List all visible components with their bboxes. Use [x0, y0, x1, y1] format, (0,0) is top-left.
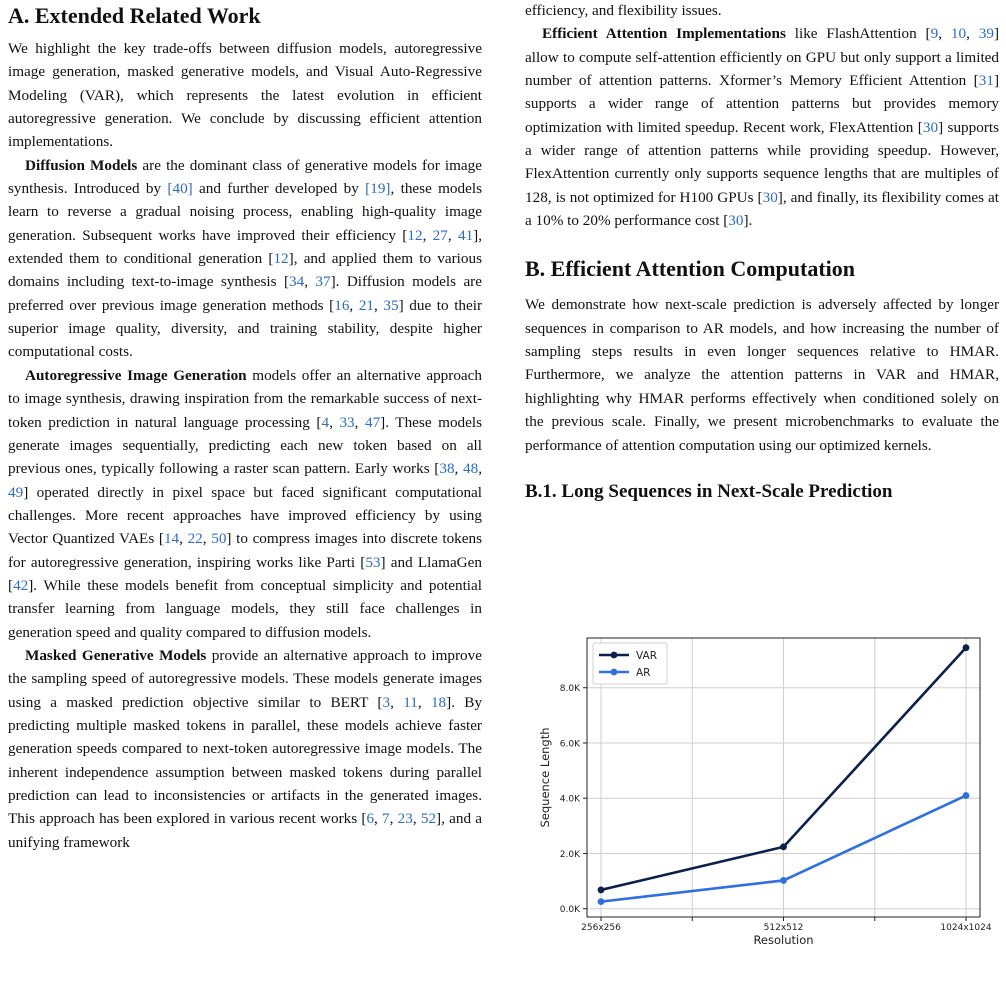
paragraph-text: ] to compress images into discrete tokens for autoregressive generation, inspiring works like Parti [ — [8, 530, 483, 571]
paragraph-text: We highlight the key trade-offs between diffusion models, autoregressive image generation, masked generative models, and Visual Auto-Regressive Modeling (VAR), which represents the latest evolution in efficient autoregressive generation. We conclude by discussing efficient attention implementations. — [8, 40, 482, 151]
citation-link[interactable]: 23 — [397, 810, 413, 828]
citation-link[interactable]: 48 — [463, 460, 479, 478]
paragraph-text: like FlashAttention [ — [785, 25, 931, 43]
paragraph-lead-term: Autoregressive Image Generation — [25, 366, 247, 384]
right-column — [525, 0, 999, 504]
x-tick-label: 512x512 — [763, 923, 804, 933]
citation-link[interactable]: 37 — [315, 273, 331, 291]
paragraph-text: , — [202, 530, 212, 548]
citation-link[interactable]: [19] — [365, 180, 391, 198]
y-axis-label: Sequence Length — [538, 727, 552, 828]
left-paragraphs — [8, 37, 482, 854]
citation-link[interactable]: 6 — [366, 810, 375, 828]
paragraph-text: ] supports a wider range of attention patterns but provides memory optimization with limited speedup. Recent work, FlexAttention [ — [525, 72, 999, 136]
x-axis-label: Resolution — [753, 933, 814, 947]
citation-link[interactable]: 38 — [439, 460, 455, 478]
y-tick-label: 4.0K — [559, 794, 580, 805]
series-point-ar — [598, 898, 605, 905]
citation-link[interactable]: 9 — [930, 25, 939, 43]
citation-link[interactable]: 3 — [382, 693, 391, 711]
paragraph-lead-term: Efficient Attention Implementations — [542, 25, 786, 43]
sequence-length-chart — [525, 628, 999, 977]
subsection-b1-heading: B.1. Long Sequences in Next-Scale Prediction — [525, 480, 893, 502]
paragraph-text: ] due to their superior image quality, diversity, and training stability, despite higher computational costs. — [8, 296, 483, 361]
citation-link[interactable]: 42 — [13, 576, 29, 594]
citation-link[interactable]: 30 — [728, 212, 744, 230]
citation-link[interactable]: 30 — [922, 118, 939, 136]
paragraph-text: , — [179, 530, 188, 548]
paragraph-text: ]. By predicting multiple masked tokens in parallel, these models achieve faster generation speeds compared to next-token autoregressive image models. The inherent independence assumption between masked tokens during parallel prediction can lead to inconsistencies or artifacts in the generated images. This approach has been explored in various recent works [ — [8, 693, 483, 828]
paragraph-text: ], and applied them to various domains including text-to-image synthesis [ — [8, 250, 482, 291]
y-tick-label: 6.0K — [559, 739, 580, 750]
citation-link[interactable]: 4 — [321, 413, 330, 431]
series-point-ar — [963, 792, 970, 799]
right-paragraph — [525, 0, 999, 22]
paragraph-text: ] allow to compute self-attention efficiently on GPU but only support a limited number of attention patterns. Xformer’s Memory Efficient Attention [ — [525, 25, 1000, 90]
paragraph-text: ]. These models generate images sequentially, predicting each new token based on all previous ones, typically following a raster scan pattern. Early works [ — [8, 413, 483, 478]
paragraph-text: , — [374, 810, 383, 828]
left-paragraph — [8, 364, 482, 644]
paragraph-text: ]. Diffusion models are preferred over previous image generation methods [ — [8, 273, 482, 314]
paragraph-text: , — [349, 296, 359, 314]
paragraph-text: ] supports a wider range of attention patterns while providing speedup. However, FlexAttention currently only supports sequence lengths that are multiples of 128, is not optimized for H100 GPUs [ — [525, 118, 1000, 206]
paragraph-text: ] and LlamaGen [ — [8, 553, 482, 594]
paragraph-text: efficiency, and flexibility issues. — [525, 2, 722, 19]
legend-entry: VAR — [636, 650, 657, 662]
y-tick-label: 8.0K — [559, 684, 580, 695]
y-tick-label: 2.0K — [559, 849, 580, 860]
series-point-var — [780, 843, 787, 850]
right-top-paragraphs — [525, 0, 999, 232]
paragraph-text: , — [938, 25, 951, 43]
citation-link[interactable]: 11 — [403, 693, 418, 711]
citation-link[interactable]: [40] — [167, 180, 193, 198]
x-tick-label: 1024x1024 — [940, 923, 992, 933]
citation-link[interactable]: 31 — [978, 72, 994, 90]
section-b-paragraph: We demonstrate how next-scale prediction is adversely affected by longer sequences in comparison to AR models, and how increasing the number of sampling steps results in even longer sequences relative to HMAR. Furthermore, we analyze the attention patterns in VAR and HMAR, highlighting why HMAR performs effectively when conditioned solely on the previous scale. Finally, we present microbenchmarks to evaluate the performance of attention computation using our optimized kernels. — [525, 296, 999, 454]
left-column — [8, 0, 482, 854]
paragraph-text: and further developed by — [192, 180, 366, 198]
paragraph-text: , — [390, 693, 404, 711]
citation-link[interactable]: 7 — [382, 810, 390, 828]
legend-swatch-marker — [611, 669, 618, 676]
left-paragraph — [8, 644, 482, 854]
paragraph-text: , — [478, 460, 482, 478]
citation-link[interactable]: 12 — [273, 250, 289, 268]
citation-link[interactable]: 18 — [430, 693, 447, 711]
citation-link[interactable]: 10 — [950, 25, 967, 43]
paragraph-text: ], and finally, its flexibility comes at a 10% to 20% performance cost [ — [525, 188, 999, 230]
paragraph-text: ], extended them to conditional generation [ — [8, 226, 483, 268]
paragraph-text: ], and a unifying framework — [8, 810, 482, 851]
series-point-var — [598, 887, 605, 894]
paragraph-text: , — [354, 413, 365, 431]
paragraph-text: models offer an alternative approach to image synthesis, drawing inspiration from the remarkable success of next-token prediction in natural language processing [ — [8, 366, 482, 431]
series-point-var — [963, 644, 970, 651]
x-tick-label: 256x256 — [581, 923, 621, 933]
paragraph-text: ]. While these models benefit from conceptual simplicity and potential transfer learning from language models, they still face challenges in generation speed and quality compared to diffusion models. — [8, 576, 482, 641]
line-chart-svg — [525, 628, 999, 977]
legend-swatch-marker — [611, 652, 618, 659]
right-paragraph — [525, 22, 999, 232]
paragraph-text: provide an alternative approach to improve the sampling speed of autoregressive models. These models generate images using a masked prediction objective similar to BERT [ — [8, 646, 482, 711]
citation-link[interactable]: 35 — [383, 296, 399, 314]
citation-link[interactable]: 49 — [8, 483, 24, 501]
citation-link[interactable]: 53 — [365, 553, 381, 571]
legend-entry: AR — [636, 667, 651, 679]
paragraph-lead-term: Diffusion Models — [25, 156, 138, 174]
paragraph-text: are the dominant class of generative models for image synthesis. Introduced by — [8, 156, 482, 198]
section-a-heading: A. Extended Related Work — [8, 3, 261, 28]
paragraph-text: , — [304, 273, 316, 291]
paragraph-text: , — [454, 460, 464, 478]
section-b-heading: B. Efficient Attention Computation — [525, 256, 855, 282]
citation-link[interactable]: 27 — [432, 226, 448, 244]
citation-link[interactable]: 39 — [978, 25, 994, 43]
paragraph-text: ]. — [743, 212, 753, 230]
paragraph-text: , — [374, 296, 384, 314]
citation-link[interactable]: 34 — [289, 273, 305, 291]
series-point-ar — [780, 877, 787, 884]
left-paragraph — [8, 154, 482, 364]
citation-link[interactable]: 52 — [420, 810, 437, 828]
y-tick-label: 0.0K — [559, 905, 580, 916]
citation-link[interactable]: 12 — [407, 226, 423, 244]
paragraph-text: , these models learn to reverse a gradual noising process, enabling high-quality image generation. Subsequent works have improved their efficiency [ — [8, 180, 482, 244]
citation-link[interactable]: 47 — [364, 413, 381, 431]
paragraph-text: ] operated directly in pixel space but faced significant computational challenges. More recent approaches have improved efficiency by using Vector Quantized VAEs [ — [8, 483, 482, 548]
paragraph-text: , — [412, 810, 421, 828]
citation-link[interactable]: 33 — [339, 413, 355, 431]
paragraph-text: , — [329, 413, 340, 431]
citation-link[interactable]: 14 — [163, 530, 180, 548]
citation-link[interactable]: 30 — [762, 188, 778, 206]
paragraph-text: , — [422, 226, 433, 244]
left-paragraph — [8, 37, 482, 154]
paragraph-text: , — [447, 226, 458, 244]
paragraph-text: , — [966, 25, 979, 43]
citation-link[interactable]: 16 — [334, 296, 350, 314]
paragraph-text: , — [417, 693, 431, 711]
citation-link[interactable]: 41 — [457, 226, 474, 244]
citation-link[interactable]: 21 — [358, 296, 375, 314]
citation-link[interactable]: 50 — [211, 530, 227, 548]
paragraph-text: , — [389, 810, 398, 828]
citation-link[interactable]: 22 — [187, 530, 203, 548]
chart-canvas — [525, 628, 999, 982]
paragraph-lead-term: Masked Generative Models — [25, 646, 207, 664]
